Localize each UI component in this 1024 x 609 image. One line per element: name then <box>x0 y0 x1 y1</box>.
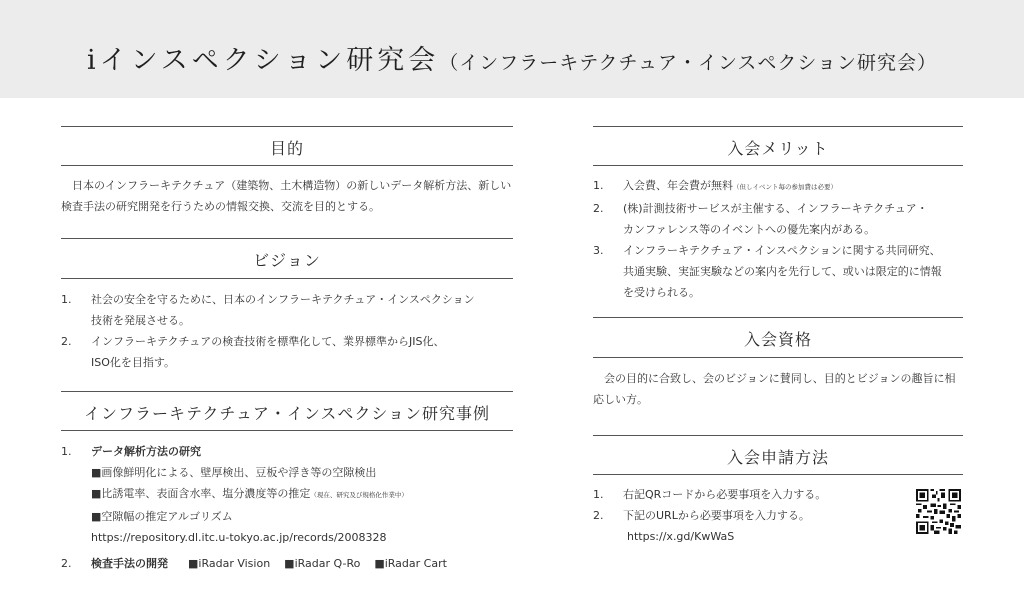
apply-url-link[interactable]: https://x.gd/KwWaS <box>627 530 735 543</box>
list-item: 1. 社会の安全を守るために、日本のインフラーキテクチュア・インスペクション 技術を発展させる。 <box>61 293 475 327</box>
qr-code-icon[interactable] <box>916 489 961 534</box>
case-heading: データ解析方法の研究 <box>91 445 201 458</box>
divider <box>593 474 963 475</box>
list-item: 1. 入会費、年会費が無料（但しイベント毎の参加費は必要） <box>593 179 837 192</box>
apply-list <box>593 484 963 547</box>
list-item: 1. データ解析方法の研究 ■画像鮮明化による、壁厚検出、豆板や浮き等の空隙検出 ■比誘電率、表面含水率、塩分濃度等の推定（現在、研究及び規格化作業中） ■空隙幅の推定アルゴリズム https://repository.dl.itc.u-tokyo.ac.jp/records/2008328 <box>61 441 513 548</box>
divider <box>593 357 963 358</box>
list-item: 2. インフラーキテクチュアの検査技術を標準化して、業界標準からJIS化、 ISO化を目指す。 <box>61 335 445 369</box>
divider <box>61 391 513 392</box>
divider <box>593 317 963 318</box>
list-item: 2. (株)計測技術サービスが主催する、インフラーキテクチュア・ カンファレンス等のイベントへの優先案内がある。 <box>593 202 928 236</box>
section-title-cases: インフラーキテクチュア・インスペクション研究事例 <box>83 404 491 423</box>
list-item: 2. 検査手法の開発 ■iRadar Vision ■iRadar Q-Ro ■iRadar Cart <box>61 557 447 570</box>
divider <box>61 278 513 279</box>
page-title <box>0 38 1024 77</box>
divider <box>593 435 963 436</box>
divider <box>61 126 513 127</box>
section-title-merit: 入会メリット <box>727 139 829 158</box>
list-item: 2. 下記のURLから必要事項を入力する。 https://x.gd/KwWaS <box>593 505 963 547</box>
list-item: 1. 右記QRコードから必要事項を入力する。 <box>593 488 827 501</box>
page-title-main: iインスペクション研究会 <box>86 45 440 76</box>
divider <box>61 430 513 431</box>
vision-list <box>61 289 513 373</box>
qualification-text: 会の目的に合致し、会のビジョンに賛同し、目的とビジョンの趣旨に相応しい方。 <box>593 372 956 406</box>
purpose-text: 日本のインフラーキテクチュア（建築物、土木構造物）の新しいデータ解析方法、新しい検査手法の研究開発を行うための情報交換、交流を目的とする。 <box>61 179 512 213</box>
merit-list <box>593 175 963 303</box>
list-item: 3. インフラーキテクチュア・インスペクションに関する共同研究、 共通実験、実証実験などの案内を先行して、或いは限定的に情報 を受けられる。 <box>593 244 942 299</box>
case-heading: 検査手法の開発 <box>91 557 168 570</box>
divider <box>593 165 963 166</box>
section-title-vision: ビジョン <box>253 251 321 270</box>
divider <box>61 165 513 166</box>
cases-list <box>61 441 513 574</box>
page-title-sub: （インフラーキテクチュア・インスペクション研究会） <box>439 52 938 74</box>
header-banner <box>0 0 1024 98</box>
divider <box>61 238 513 239</box>
section-title-qualification: 入会資格 <box>743 330 812 349</box>
divider <box>593 126 963 127</box>
research-url-link[interactable]: https://repository.dl.itc.u-tokyo.ac.jp/records/2008328 <box>91 531 387 544</box>
section-title-purpose: 目的 <box>269 139 304 158</box>
section-title-apply: 入会申請方法 <box>726 448 829 467</box>
